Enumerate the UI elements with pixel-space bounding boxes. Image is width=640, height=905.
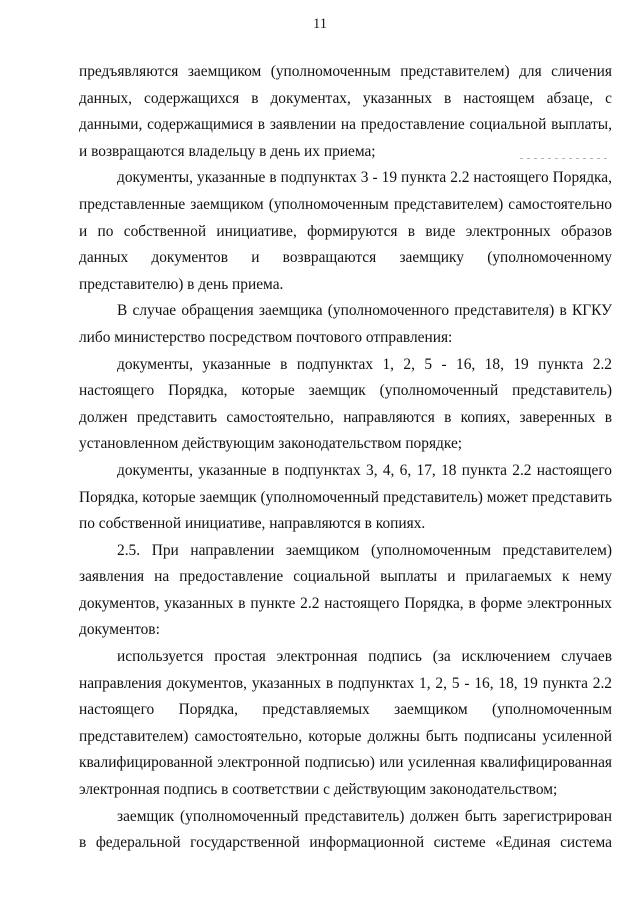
- paragraph-registration: заемщик (уполномоченный представитель) должен быть зарегистрирован в федеральной государственной информационной системе «Единая система: [79, 807, 612, 852]
- paragraph-continuation: предъявляются заемщиком (уполномоченным представителем) для сличения данных, содержащихся в документах, указанных в настоящем абзаце, с данными, содержащимися в заявлении на предоставление социальной выплаты, и возвращаются владельцу в день их приема;: [79, 63, 612, 160]
- page-number: 11: [313, 16, 327, 32]
- paragraph-copies-required: документы, указанные в подпунктах 1, 2, 5 - 16, 18, 19 пункта 2.2 настоящего Порядка, которые заемщик (уполномоченный представитель) должен представить самостоятельно, направляются в копиях, заверенных в установленном действующим законодательством порядке;: [79, 355, 612, 453]
- document-body: [79, 59, 612, 857]
- paragraph-electronic-signature: используется простая электронная подпись (за исключением случаев направления документов, указанных в подпунктах 1, 2, 5 - 16, 18, 19 пункта 2.2 настоящего Порядка, представляемых заемщиком (уполномоченным представителем) самостоятельно, которые должны быть подписаны усиленной квалифицированной электронной подписью) или усиленная квалифицированная электронная подпись в соответствии с действующим законодательством;: [79, 648, 612, 799]
- paragraph-copies-optional: документы, указанные в подпунктах 3, 4, 6, 17, 18 пункта 2.2 настоящего Порядка, которые заемщик (уполномоченный представитель) может представить по собственной инициативе, направляются в копиях.: [79, 461, 612, 533]
- paragraph-section-2-5: 2.5. При направлении заемщиком (уполномоченным представителем) заявления на предоставление социальной выплаты и прилагаемых к нему документов, указанных в пункте 2.2 настоящего Порядка, в форме электронных документов:: [79, 541, 612, 639]
- paragraph-postal-submission: В случае обращения заемщика (уполномоченного представителя) в КГКУ либо министерство посредством почтового отправления:: [79, 302, 612, 346]
- paragraph-documents-returned: документы, указанные в подпунктах 3 - 19 пункта 2.2 настоящего Порядка, представленные заемщиком (уполномоченным представителем) самостоятельно и по собственной инициативе, формируются в виде электронных образов данных документов и возвращаются заемщику (уполномоченному представителю) в день приема.: [79, 169, 612, 293]
